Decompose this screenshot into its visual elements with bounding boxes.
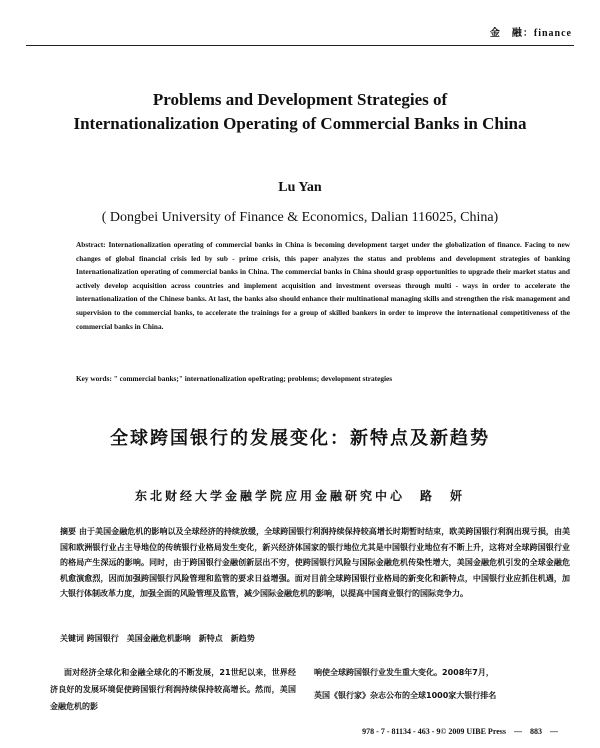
english-abstract — [76, 238, 570, 333]
english-title-line2: Internationalization Operating of Commercial Banks in China — [73, 114, 527, 133]
english-keywords-label: Key words: — [76, 374, 112, 383]
english-keywords — [76, 374, 570, 383]
chinese-abstract-text: 由于美国金融危机的影响以及全球经济的持续放缓，全球跨国银行利润持续保持较高增长时期暂时结束，欧美跨国银行利润出现亏损，由美国和欧洲银行业占主导地位的传统银行业格局发生变化，新兴经济体国家的银行地位尤其是中国银行业地位有不断上升，这将对全球跨国银行业的格局产生深远的影响。同时，由于跨国银行金融创新层出不穷，使跨国银行风险与国际金融危机传染性增大，美国金融危机引发的全球金融危机愈演愈烈，因而加强跨国银行风险管理和监管的要求日益增强。面对目前全球跨国银行业格局的新变化和新特点，中国银行业应抓住机遇，加大银行体制改革力度，加强全面的风险管理及监管，减少国际金融危机的影响，以提高中国商业银行的国际竞争力。 — [60, 527, 570, 599]
english-title — [30, 88, 570, 136]
chinese-abstract — [60, 524, 570, 602]
english-abstract-label: Abstract: — [76, 240, 106, 249]
chinese-title: 全球跨国银行的发展变化：新特点及新趋势 — [110, 428, 490, 449]
chinese-keywords — [60, 633, 570, 644]
chinese-author: 东北财经大学金融学院应用金融研究中心 路 妍 — [134, 489, 465, 503]
body-column-left: 面对经济全球化和金融全球化的不断发展，21世纪以来，世界经济良好的发展环境促使跨国银行利润持续保持较高增长。然而，美国金融危机的影 — [50, 668, 296, 711]
page-footer: 978 - 7 - 81134 - 463 - 9© 2009 UIBE Press — 883 — — [362, 727, 558, 736]
chinese-abstract-label: 摘要 — [60, 527, 77, 536]
body-right-paragraph-2: 英国《银行家》杂志公布的全球1000家大银行排名 — [314, 691, 497, 700]
header-rule — [26, 45, 574, 46]
english-keywords-text: " commercial banks;" internationalization opeRrating; problems; development strategies — [113, 374, 393, 383]
chinese-keywords-text: 跨国银行 美国金融危机影响 新特点 新趋势 — [86, 634, 255, 643]
chinese-keywords-label: 关键词 — [60, 634, 84, 643]
english-title-line1: Problems and Development Strategies of — [152, 90, 448, 109]
english-author: Lu Yan — [278, 180, 322, 195]
body-right-paragraph-1: 响使全球跨国银行业发生重大变化。2008年7月， — [314, 668, 494, 677]
body-column-right — [314, 664, 560, 710]
english-abstract-text: Internationalization operating of commercial banks in China is becoming development target under the globalization of finance. Facing to new changes of global financial crisis led by sub - prime crisis, this paper analyzes the status and problems and development strategies of banking Internationalization operating of commercial banks in China. The commercial banks in China should grasp opportunities to upgrade their market status and actively develop acquisition across countries and implement acquisition and investment overseas through multi - ways in order to accelerate the internationalization of the Chinese banks. At last, the banks also should enhance their multinational managing skills and strengthen the risk management and supervision to the commercial banks, to accelerate the trainings for a group of skilled bankers in order to improve the international competitiveness of the commercial banks in China. — [76, 240, 570, 331]
running-header: 金 融：finance — [489, 28, 572, 39]
english-affiliation: ( Dongbei University of Finance & Economics, Dalian 116025, China) — [101, 210, 499, 225]
